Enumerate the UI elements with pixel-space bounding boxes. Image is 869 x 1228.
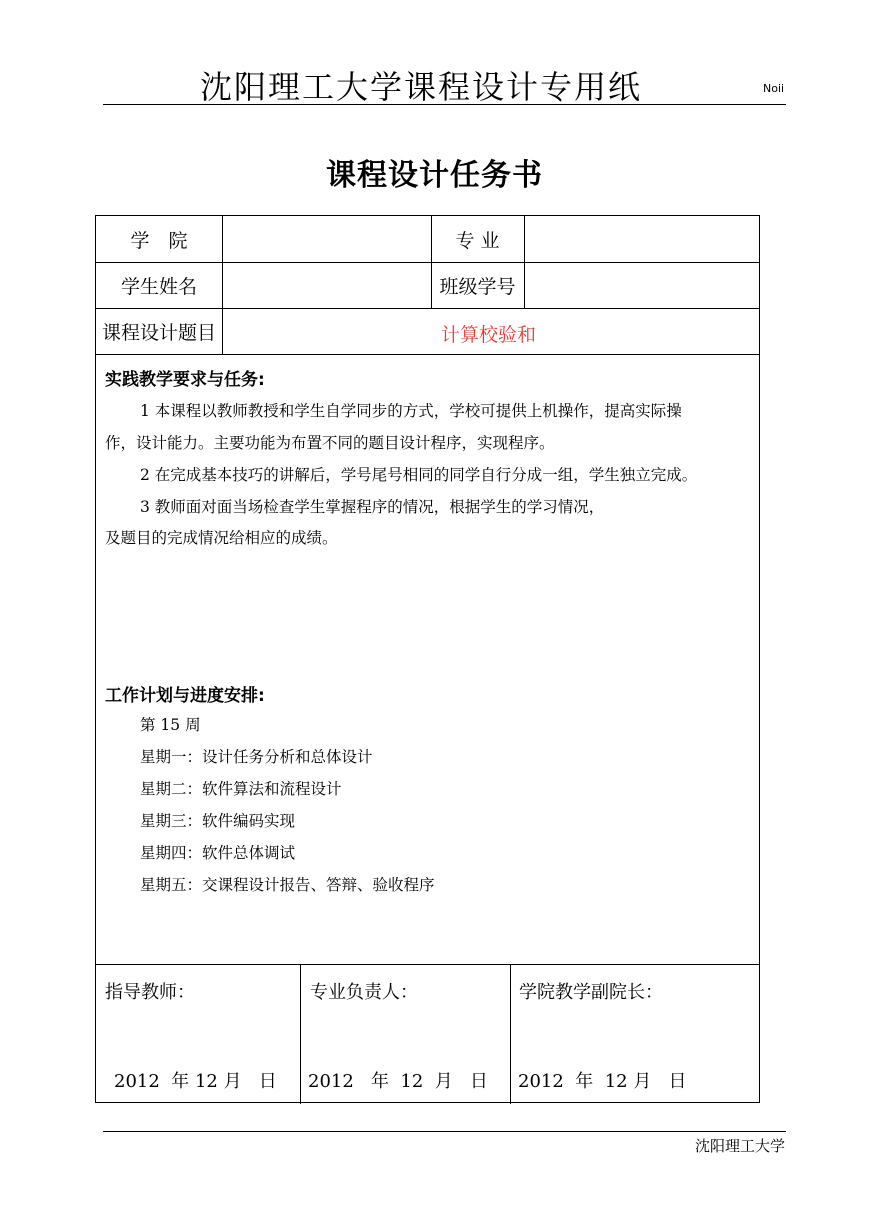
- header-title: 沈阳理工大学课程设计专用纸: [200, 68, 643, 106]
- major-label: 专 业: [455, 229, 500, 252]
- requirements-line: 及题目的完成情况给相应的成绩。: [105, 529, 338, 547]
- row-divider: [96, 964, 759, 965]
- class-id-field[interactable]: [524, 262, 759, 308]
- requirements-line: 2 在完成基本技巧的讲解后，学号尾号相同的同学自行分成一组，学生独立完成。: [140, 466, 698, 484]
- major-head-label: 专业负责人：: [310, 982, 418, 1003]
- header-number: Noii: [763, 82, 785, 95]
- college-field[interactable]: [222, 216, 431, 262]
- column-divider: [300, 964, 301, 1104]
- student-name-label: 学生姓名: [120, 275, 197, 298]
- requirements-line: 作，设计能力。主要功能为布置不同的题目设计程序，实现程序。: [105, 434, 555, 452]
- footer-text: 沈阳理工大学: [694, 1137, 785, 1155]
- row-divider: [96, 354, 759, 355]
- student-name-field[interactable]: [222, 262, 431, 308]
- requirements-line: 3 教师面对面当场检查学生掌握程序的情况，根据学生的学习情况，: [140, 498, 605, 516]
- class-id-label: 班级学号: [439, 275, 516, 298]
- plan-line: 星期一：设计任务分析和总体设计: [140, 748, 373, 766]
- requirements-line: 1 本课程以教师教授和学生自学同步的方式，学校可提供上机操作，提高实际操: [140, 402, 682, 420]
- major-head-date: 2012 年 12 月 日: [308, 1071, 488, 1092]
- footer-rule: [103, 1131, 786, 1132]
- dean-date: 2012 年 12 月 日: [518, 1071, 687, 1092]
- advisor-label: 指导教师：: [105, 982, 195, 1003]
- college-label: 学 院: [130, 229, 188, 252]
- plan-line: 星期二：软件算法和流程设计: [140, 780, 342, 798]
- advisor-date: 2012 年 12 月 日: [114, 1071, 277, 1092]
- plan-line: 第 15 周: [140, 716, 201, 734]
- column-divider: [510, 964, 511, 1104]
- plan-line: 星期五：交课程设计报告、答辩、验收程序: [140, 876, 435, 894]
- task-form: [95, 215, 760, 1103]
- header-rule: [103, 104, 786, 105]
- major-field[interactable]: [524, 216, 759, 262]
- document-title: 课程设计任务书: [326, 158, 543, 193]
- dean-label: 学院教学副院长：: [519, 982, 663, 1003]
- topic-value: 计算校验和: [441, 324, 537, 346]
- requirements-heading: 实践教学要求与任务:: [105, 370, 265, 390]
- plan-line: 星期三：软件编码实现: [140, 812, 296, 830]
- plan-heading: 工作计划与进度安排:: [105, 686, 265, 706]
- plan-line: 星期四：软件总体调试: [140, 844, 296, 862]
- topic-label: 课程设计题目: [101, 321, 216, 344]
